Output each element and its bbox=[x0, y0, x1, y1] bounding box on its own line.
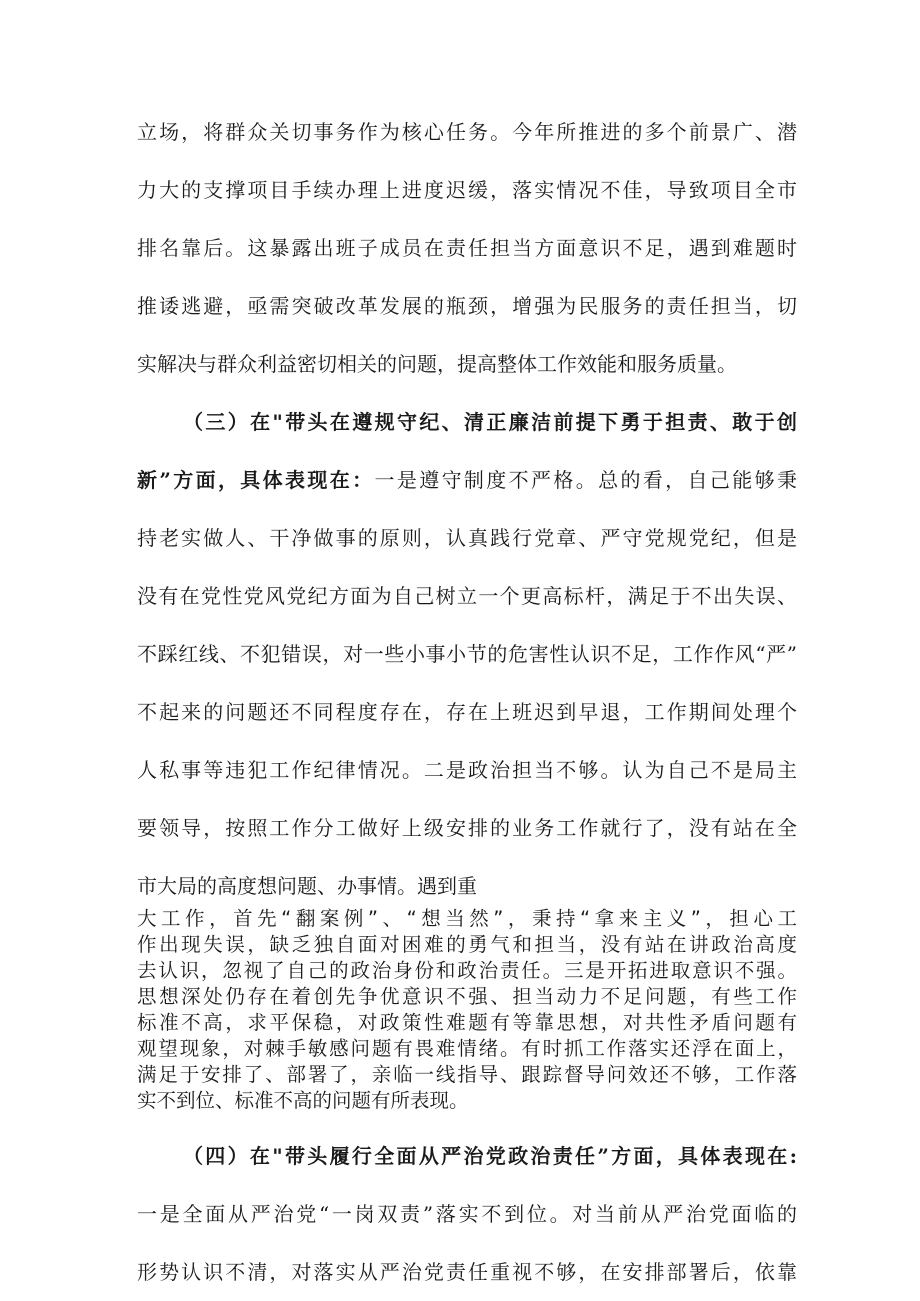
paragraph-line: 立场，将群众关切事务作为核心任务。今年所推进的多个前景广、潜 bbox=[137, 120, 797, 144]
dense-paragraph-line: 作出现失误，缺乏独自面对困难的勇气和担当，没有站在讲政治高度 bbox=[137, 933, 797, 956]
dense-paragraph-line: 实不到位、标准不高的问题有所表现。 bbox=[137, 1089, 469, 1112]
dense-paragraph-line: 标准不高，求平保稳，对政策性难题有等靠思想，对共性矛盾问题有 bbox=[137, 1011, 797, 1034]
dense-paragraph-line: 满足于安排了、部署了，亲临一线指导、跟踪督导问效还不够，工作落 bbox=[137, 1063, 797, 1086]
paragraph-line: 实解决与群众利益密切相关的问题，提高整体工作效能和服务质量。 bbox=[137, 352, 737, 376]
paragraph-line: 市大局的高度想问题、办事情。遇到重 bbox=[137, 874, 477, 898]
paragraph-line: 要领导，按照工作分工做好上级安排的业务工作就行了，没有站在全 bbox=[137, 816, 797, 840]
paragraph-line: 持老实做人、干净做事的原则，认真践行党章、严守党规党纪，但是 bbox=[137, 526, 797, 550]
paragraph-line: 形势认识不清，对落实从严治党责任重视不够，在安排部署后，依靠 bbox=[137, 1260, 797, 1284]
paragraph-line: 推诿逃避，亟需突破改革发展的瓶颈，增强为民服务的责任担当，切 bbox=[137, 294, 797, 318]
paragraph-line: 力大的支撑项目手续办理上进度迟缓，落实情况不佳，导致项目全市 bbox=[137, 178, 797, 202]
dense-paragraph-line: 思想深处仍存在着创先争优意识不强、担当动力不足问题，有些工作 bbox=[137, 985, 797, 1008]
dense-paragraph-line: 观望现象，对棘手敏感问题有畏难情绪。有时抓工作落实还浮在面上， bbox=[137, 1037, 797, 1060]
paragraph-line: 人私事等违犯工作纪律情况。二是政治担当不够。认为自己不是局主 bbox=[137, 758, 797, 782]
section-4-heading: （四）在"带头履行全面从严治党政治责任”方面，具体表现在: bbox=[183, 1144, 797, 1168]
section-3-heading: （三）在"带头在遵规守纪、清正廉洁前提下勇于担责、敢于创 bbox=[183, 410, 797, 434]
paragraph-line: 不起来的问题还不同程度存在，存在上班迟到早退，工作期间处理个 bbox=[137, 700, 797, 724]
paragraph-line: 不踩红线、不犯错误，对一些小事小节的危害性认识不足，工作作风“严” bbox=[137, 642, 797, 666]
section-3-heading-continuation bbox=[137, 466, 797, 494]
dense-paragraph-line: 大工作，首先“翻案例”、“想当然”，秉持“拿来主义”，担心工 bbox=[137, 907, 797, 930]
paragraph-line: 一是全面从严治党“一岗双责”落实不到位。对当前从严治党面临的 bbox=[137, 1202, 797, 1226]
dense-paragraph-line: 去认识，忽视了自己的政治身份和政治责任。三是开拓进取意识不强。 bbox=[137, 959, 797, 982]
section-3-heading-bold: 新”方面，具体表现在： bbox=[137, 468, 375, 492]
section-3-heading-rest: 一是遵守制度不严格。总的看，自己能够秉 bbox=[374, 468, 797, 492]
paragraph-line: 排名靠后。这暴露出班子成员在责任担当方面意识不足，遇到难题时 bbox=[137, 236, 797, 260]
paragraph-line: 没有在党性党风党纪方面为自己树立一个更高标杆，满足于不出失误、 bbox=[137, 584, 797, 608]
